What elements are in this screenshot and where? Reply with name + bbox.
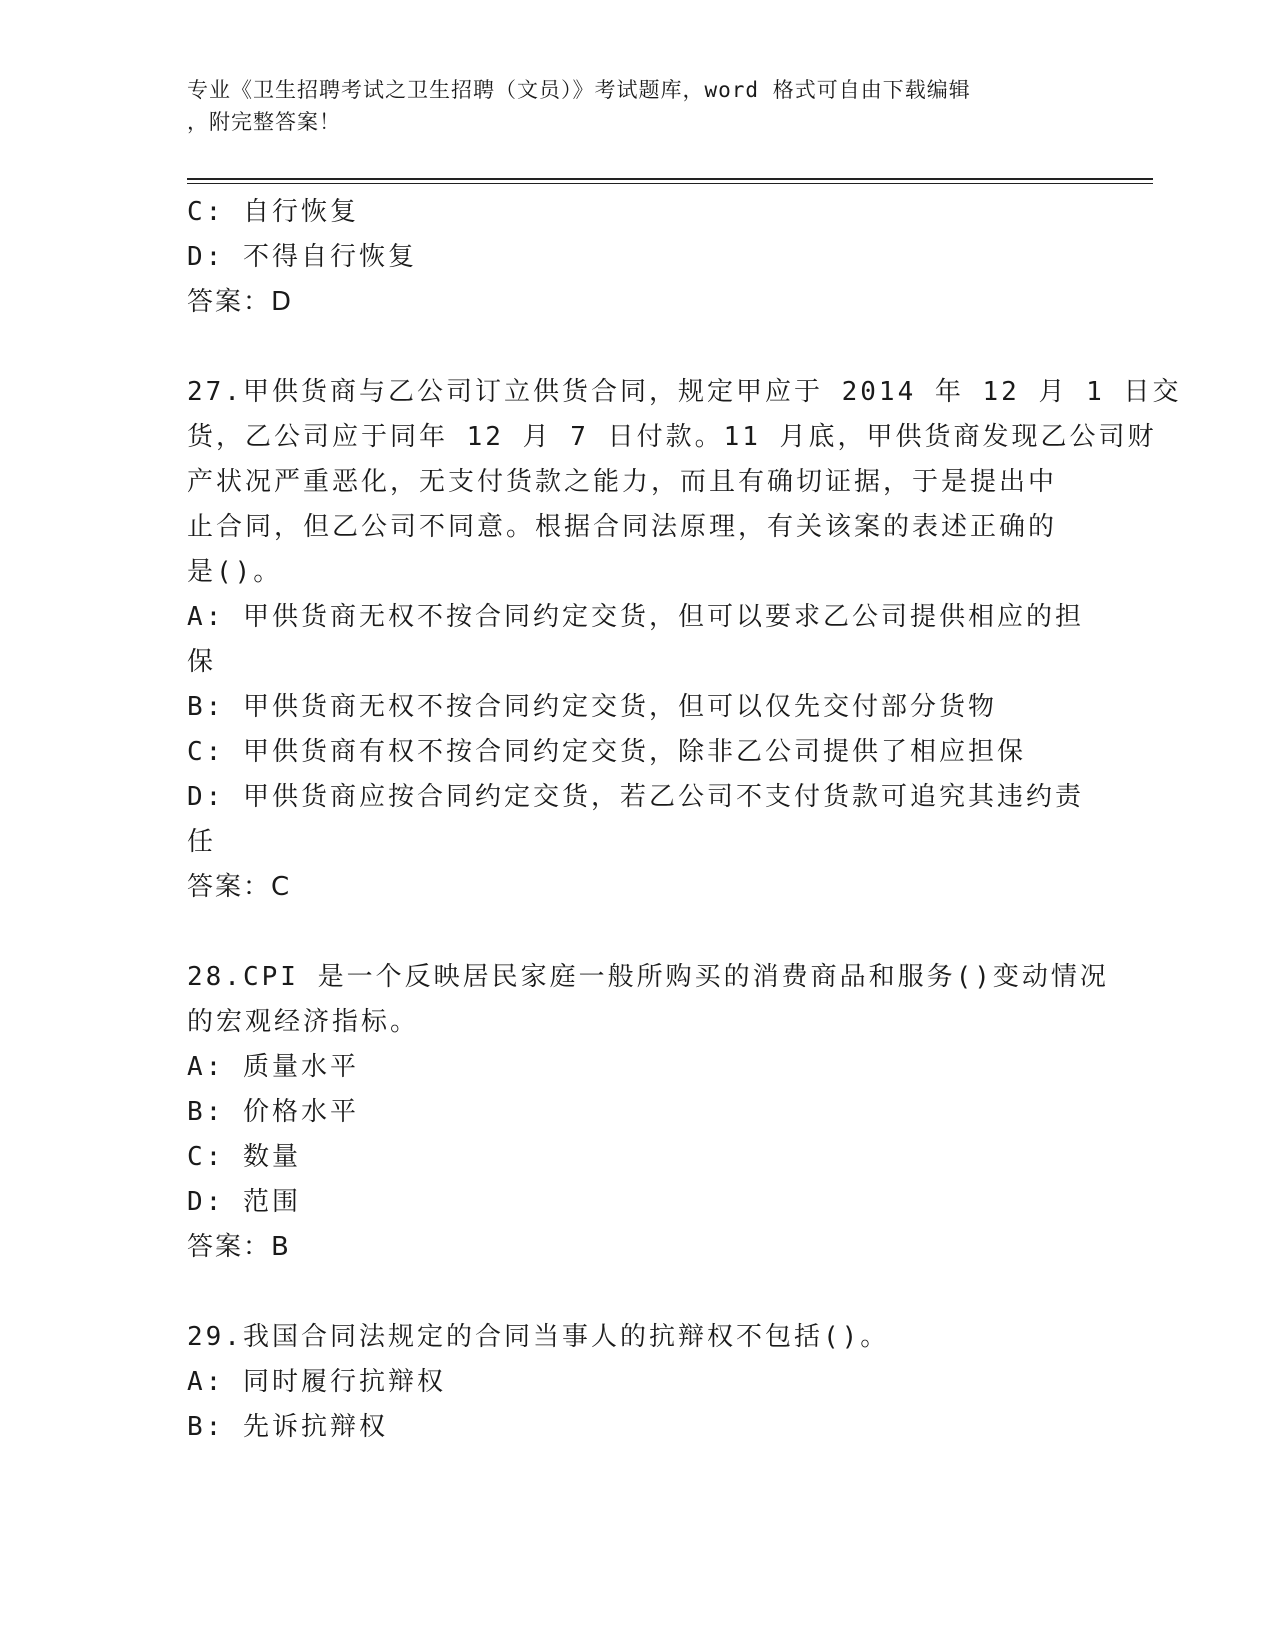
header-divider-thin — [187, 183, 1153, 184]
option-a-continued: 保 — [187, 647, 217, 677]
spacer — [187, 1270, 1087, 1315]
answer-label: 答案：B — [187, 1232, 291, 1262]
question-stem-line: 止合同，但乙公司不同意。根据合同法原理，有关该案的表述正确的 — [187, 512, 1058, 542]
question-stem-line: 产状况严重恶化，无支付货款之能力，而且有确切证据，于是提出中 — [187, 467, 1058, 497]
question-28 — [187, 955, 1109, 1270]
document-body — [187, 190, 1182, 1450]
document-header — [187, 74, 1087, 138]
spacer — [187, 910, 1087, 955]
question-29 — [187, 1315, 1087, 1450]
option-b: B: 甲供货商无权不按合同约定交货，但可以仅先交付部分货物 — [187, 692, 997, 722]
question-stem-line: 的宏观经济指标。 — [187, 1007, 420, 1037]
option-c: C: 甲供货商有权不按合同约定交货，除非乙公司提供了相应担保 — [187, 737, 1026, 767]
header-divider-thick — [187, 178, 1153, 180]
option-a: A: 甲供货商无权不按合同约定交货，但可以要求乙公司提供相应的担 — [187, 602, 1084, 632]
option-a: A: 质量水平 — [187, 1052, 359, 1082]
answer-label: 答案：D — [187, 287, 294, 317]
option-a: A: 同时履行抗辩权 — [187, 1367, 446, 1397]
option-d: D: 范围 — [187, 1187, 301, 1217]
option-c: C: 自行恢复 — [187, 197, 359, 227]
option-d: D: 不得自行恢复 — [187, 242, 417, 272]
header-line-1: 专业《卫生招聘考试之卫生招聘（文员）》考试题库，word 格式可自由下载编辑 — [187, 78, 971, 102]
question-26-tail — [187, 190, 1087, 325]
header-line-2: ，附完整答案！ — [187, 110, 341, 134]
question-stem-line: 是()。 — [187, 557, 283, 587]
answer-label: 答案：C — [187, 872, 292, 902]
option-b: B: 先诉抗辩权 — [187, 1412, 388, 1442]
option-c: C: 数量 — [187, 1142, 301, 1172]
spacer — [187, 325, 1087, 370]
question-stem-line: 29.我国合同法规定的合同当事人的抗辩权不包括()。 — [187, 1322, 890, 1352]
option-d: D: 甲供货商应按合同约定交货，若乙公司不支付货款可追究其违约责 — [187, 782, 1084, 812]
question-stem-line: 28.CPI 是一个反映居民家庭一般所购买的消费商品和服务()变动情况 — [187, 962, 1109, 992]
question-stem-line: 货，乙公司应于同年 12 月 7 日付款。11 月底，甲供货商发现乙公司财 — [187, 422, 1157, 452]
option-b: B: 价格水平 — [187, 1097, 359, 1127]
option-d-continued: 任 — [187, 827, 217, 857]
question-27 — [187, 370, 1182, 910]
question-stem-line: 27.甲供货商与乙公司订立供货合同，规定甲应于 2014 年 12 月 1 日交 — [187, 377, 1182, 407]
